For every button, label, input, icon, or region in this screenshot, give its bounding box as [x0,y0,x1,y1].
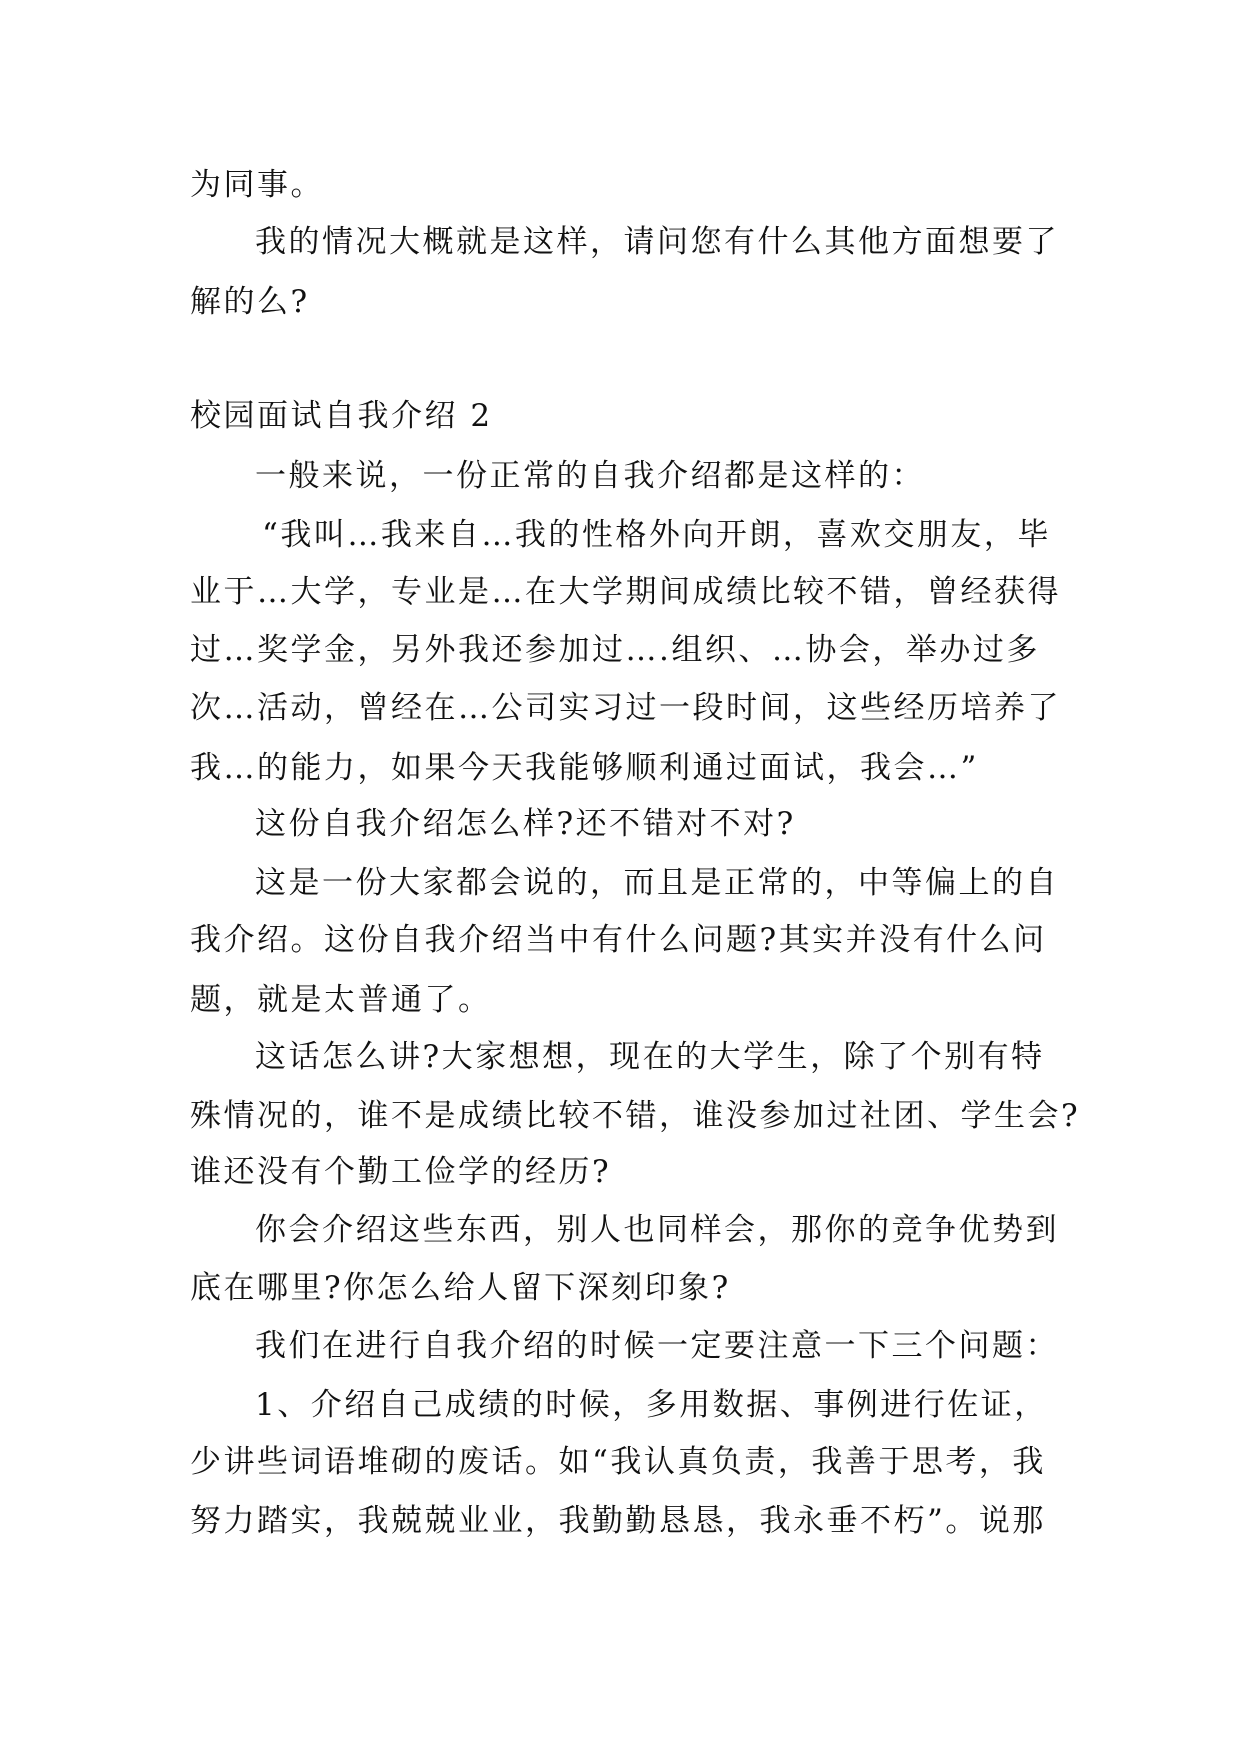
paragraph-line: 题，就是太普通了。 [190,982,492,1018]
paragraph-line: 我介绍。这份自我介绍当中有什么问题?其实并没有什么问 [190,922,1047,958]
paragraph-line: 我们在进行自我介绍的时候一定要注意一下三个问题： [255,1328,1059,1364]
paragraph-line: 次…活动，曾经在…公司实习过一段时间，这些经历培养了 [190,690,1061,726]
paragraph-line: 殊情况的，谁不是成绩比较不错，谁没参加过社团、学生会? [190,1098,1081,1134]
paragraph-line: 少讲些词语堆砌的废话。如“我认真负责，我善于思考，我 [190,1444,1046,1480]
section-heading: 校园面试自我介绍 2 [190,398,493,434]
paragraph-line: 我的情况大概就是这样，请问您有什么其他方面想要了 [255,224,1059,260]
paragraph-line: 我…的能力，如果今天我能够顺利通过面试，我会…” [190,750,979,786]
paragraph-line: 谁还没有个勤工俭学的经历? [190,1154,612,1190]
paragraph-line: 这话怎么讲?大家想想，现在的大学生，除了个别有特 [255,1039,1045,1075]
paragraph-line: 这是一份大家都会说的，而且是正常的，中等偏上的自 [255,865,1059,901]
paragraph-line: 你会介绍这些东西，别人也同样会，那你的竞争优势到 [255,1212,1059,1248]
paragraph-line: 底在哪里?你怎么给人留下深刻印象? [190,1270,731,1306]
paragraph-line: “我叫…我来自…我的性格外向开朗，喜欢交朋友，毕 [262,517,1051,553]
paragraph-line: 1、介绍自己成绩的时候，多用数据、事例进行佐证， [255,1387,1048,1423]
paragraph-line: 一般来说，一份正常的自我介绍都是这样的： [255,458,925,494]
paragraph-line: 业于…大学，专业是…在大学期间成绩比较不错，曾经获得 [190,574,1061,610]
paragraph-line: 解的么? [190,284,310,320]
paragraph-line: 努力踏实，我兢兢业业，我勤勤恳恳，我永垂不朽”。说那 [190,1503,1046,1539]
paragraph-line: 为同事。 [190,167,324,203]
paragraph-line: 过…奖学金，另外我还参加过….组织、…协会，举办过多 [190,632,1040,668]
paragraph-line: 这份自我介绍怎么样?还不错对不对? [255,806,796,842]
